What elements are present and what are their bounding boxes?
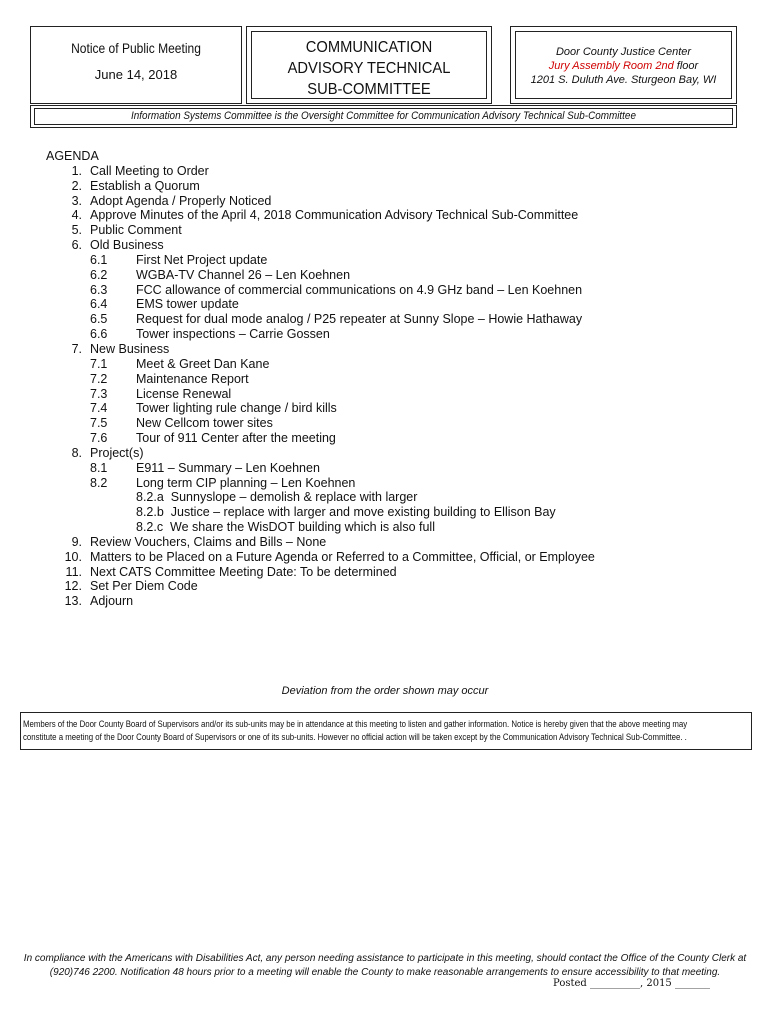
title-line: COMMUNICATION: [305, 39, 433, 56]
ada-line: (920)746 2200. Notification 48 hours prior to a meeting will enable the County to make reasonable arrangements to ensure accessibility to that meeting.: [49, 967, 721, 978]
agenda-subitem-text: EMS tower update: [136, 297, 239, 312]
agenda-item-text: Public Comment: [90, 223, 182, 238]
header-row: [30, 26, 737, 104]
oversight-banner: [30, 105, 737, 128]
agenda-subitem-text: Tower lighting rule change / bird kills: [136, 401, 337, 416]
location-room: Jury Assembly Room 2nd: [548, 60, 674, 72]
agenda-item-text: Matters to be Placed on a Future Agenda or Referred to a Committee, Official, or Employee: [90, 549, 595, 564]
agenda-subitem-text: License Renewal: [136, 386, 232, 401]
agenda-item-number: 4.: [71, 208, 82, 223]
posted-line: Posted __________, 2015 _______: [553, 978, 710, 989]
members-notice: [23, 718, 745, 744]
agenda-item-text: Adjourn: [90, 594, 134, 609]
agenda-subitem-text: FCC allowance of commercial communications on 4.9 GHz band – Len Koehnen: [136, 282, 583, 297]
agenda-item-number: 8.: [71, 445, 82, 460]
agenda-item-text: Call Meeting to Order: [90, 163, 209, 178]
agenda-item-text: Project(s): [90, 445, 144, 460]
agenda-item-number: 9.: [71, 534, 82, 549]
agenda-subitem-number: 7.5: [90, 416, 108, 431]
agenda-subitem-text: Meet & Greet Dan Kane: [136, 356, 270, 371]
ada-notice: [0, 952, 770, 980]
agenda-subitem-text: Tower inspections – Carrie Gossen: [136, 327, 330, 342]
agenda-subitem-number: 7.6: [90, 431, 108, 446]
agenda-item-number: 6.: [71, 238, 82, 253]
agenda-subitem-number: 7.3: [90, 386, 108, 401]
agenda-subitem-number: 6.3: [90, 282, 108, 297]
oversight-text: Information Systems Committee is the Oversight Committee for Communication Advisory Technical Sub-Committee: [131, 110, 636, 122]
agenda-item-text: New Business: [90, 341, 170, 356]
deviation-note: Deviation from the order shown may occur: [281, 685, 489, 697]
location-box: [510, 26, 737, 104]
members-notice-box: [20, 712, 752, 750]
location-room-line: [511, 59, 736, 73]
agenda-subitem-text: WGBA-TV Channel 26 – Len Koehnen: [136, 267, 351, 282]
agenda-subsubitem-text: 8.2.c We share the WisDOT building which is also full: [136, 520, 435, 535]
agenda-item-number: 7.: [71, 341, 82, 356]
agenda-item-number: 10.: [64, 549, 82, 564]
location-building: Door County Justice Center: [555, 46, 692, 58]
agenda-item-number: 13.: [64, 594, 82, 609]
agenda-item-text: Approve Minutes of the April 4, 2018 Communication Advisory Technical Sub-Committee: [90, 208, 579, 223]
members-line: Members of the Door County Board of Supervisors and/or its sub-units may be in attendance at this meeting to listen and gather information. Notice is hereby given that the above meeting may: [23, 719, 688, 729]
agenda-subitem-number: 6.1: [90, 252, 108, 267]
location-address: 1201 S. Duluth Ave. Sturgeon Bay, WI: [530, 74, 717, 86]
title-box: [246, 26, 492, 104]
committee-title: [257, 37, 481, 100]
agenda-item-text: Old Business: [90, 238, 164, 253]
agenda-item-number: 2.: [71, 178, 82, 193]
agenda-item-number: 12.: [64, 579, 82, 594]
notice-box: [30, 26, 242, 104]
agenda-subsubitem-text: 8.2.a Sunnyslope – demolish & replace with larger: [136, 490, 418, 505]
notice-date: June 14, 2018: [94, 67, 178, 82]
agenda-subitem-number: 8.2: [90, 475, 108, 490]
title-line: SUB-COMMITTEE: [307, 81, 431, 98]
agenda-item-number: 1.: [71, 163, 82, 178]
agenda-subitem-text: New Cellcom tower sites: [136, 416, 273, 431]
agenda-subitem-number: 6.5: [90, 312, 108, 327]
ada-line: In compliance with the Americans with Disabilities Act, any person needing assistance to participate in this meeting, should contact the Office of the County Clerk at: [23, 953, 747, 964]
members-line: constitute a meeting of the Door County Board of Supervisors or one of its sub-units. However no official action will be taken except by the Communication Advisory Technical Sub-Committee. .: [23, 732, 687, 742]
title-line: ADVISORY TECHNICAL: [287, 60, 451, 77]
agenda-subitem-text: E911 – Summary – Len Koehnen: [136, 460, 320, 475]
agenda-subitem-number: 6.2: [90, 267, 108, 282]
agenda-subitem-text: Long term CIP planning – Len Koehnen: [136, 475, 356, 490]
agenda-item-text: Next CATS Committee Meeting Date: To be determined: [90, 564, 397, 579]
agenda-item-number: 5.: [71, 223, 82, 238]
agenda-subitem-text: Tour of 911 Center after the meeting: [136, 431, 336, 446]
agenda-subitem-text: Maintenance Report: [136, 371, 249, 386]
agenda-subitem-number: 8.1: [90, 460, 108, 475]
notice-title: Notice of Public Meeting: [71, 40, 201, 56]
agenda-subitem-number: 6.4: [90, 297, 108, 312]
agenda-heading-text: AGENDA: [46, 149, 99, 163]
agenda-subsubitem-text: 8.2.b Justice – replace with larger and move existing building to Ellison Bay: [136, 505, 556, 520]
agenda-subitem-number: 7.1: [90, 356, 108, 371]
agenda-item-number: 11.: [65, 564, 82, 579]
agenda-item-text: Set Per Diem Code: [90, 579, 198, 594]
location-text: [511, 45, 736, 87]
agenda-subitem-number: 7.4: [90, 401, 108, 416]
agenda-subitem-number: 6.6: [90, 327, 108, 342]
agenda-subitem-text: First Net Project update: [136, 252, 268, 267]
agenda-item-text: Review Vouchers, Claims and Bills – None: [90, 534, 327, 549]
location-floor: floor: [673, 60, 699, 72]
agenda-subitem-number: 7.2: [90, 371, 108, 386]
agenda-item-text: Adopt Agenda / Properly Noticed: [90, 193, 272, 208]
agenda-item-text: Establish a Quorum: [90, 178, 200, 193]
agenda-item-number: 3.: [71, 193, 82, 208]
agenda-subitem-text: Request for dual mode analog / P25 repeater at Sunny Slope – Howie Hathaway: [136, 312, 583, 327]
